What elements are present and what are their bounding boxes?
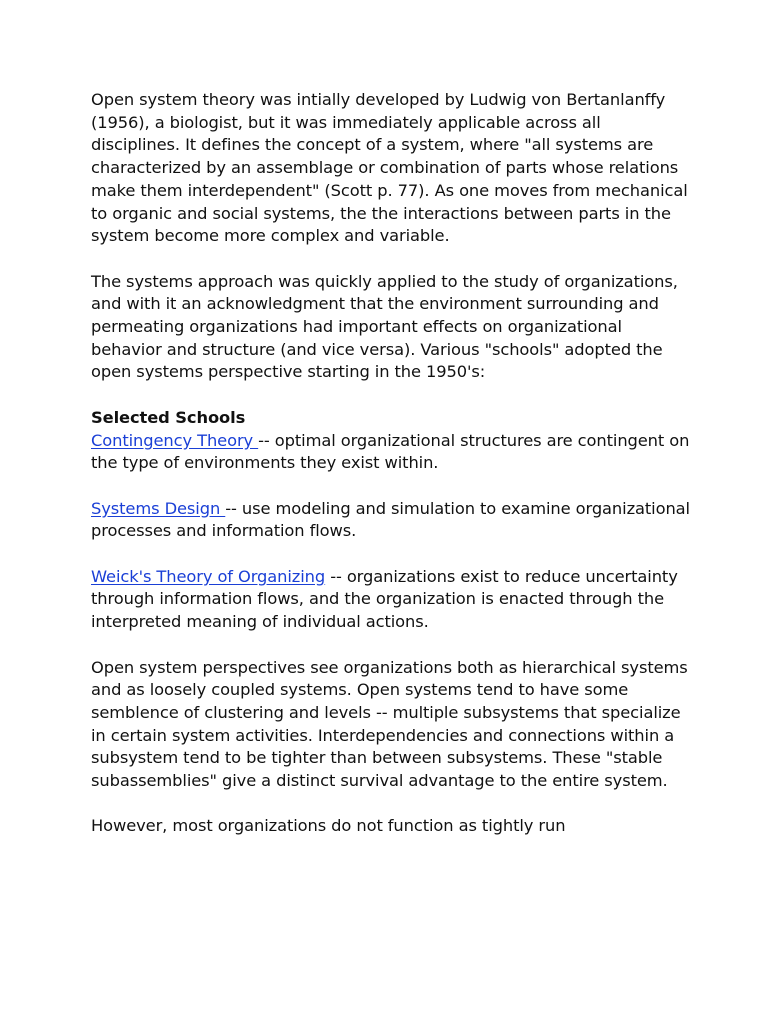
paragraph-spacer bbox=[91, 384, 691, 407]
school-entry-weick bbox=[91, 566, 691, 634]
systems-design-link[interactable]: Systems Design bbox=[91, 498, 226, 518]
school-description: -- optimal organizational structures are contingent on the type of environments they exist within. bbox=[91, 430, 690, 473]
intro-paragraph: Open system theory was intially developed by Ludwig von Bertanlanffy (1956), a biologist, but it was immediately applicable across all disciplines. It defines the concept of a system, where "all systems are characterized by an assemblage or combination of parts whose relations make them interdependent" (Scott p. 77). As one moves from mechanical to organic and social systems, the the interactions between parts in the system become more complex and variable. bbox=[91, 90, 688, 246]
however-paragraph: However, most organizations do not function as tightly run bbox=[91, 816, 566, 836]
open-system-perspectives-paragraph: Open system perspectives see organizations both as hierarchical systems and as loosely coupled systems. Open systems tend to have some semblence of clustering and levels -- multiple subsystems that specialize in certain system activities. Interdependencies and connections within a subsystem tend to be tighter than between subsystems. These "stable subassemblies" give a distinct survival advantage to the entire system. bbox=[91, 657, 688, 791]
paragraph-spacer bbox=[91, 248, 691, 271]
school-entry-systems-design bbox=[91, 498, 691, 543]
weick-theory-link[interactable]: Weick's Theory of Organizing bbox=[91, 566, 326, 586]
paragraph-spacer bbox=[91, 793, 691, 816]
document-body bbox=[91, 89, 691, 838]
contingency-theory-link[interactable]: Contingency Theory bbox=[91, 430, 259, 450]
school-description: -- organizations exist to reduce uncertainty through information flows, and the organization is enacted through the interpreted meaning of individual actions. bbox=[91, 566, 678, 632]
schools-heading: Selected Schools bbox=[91, 407, 246, 427]
paragraph-spacer bbox=[91, 543, 691, 566]
paragraph-spacer bbox=[91, 475, 691, 498]
systems-approach-paragraph: The systems approach was quickly applied to the study of organizations, and with it an acknowledgment that the environment surrounding and permeating organizations had important effects on organizational behavior and structure (and vice versa). Various "schools" adopted the open systems perspective starting in the 1950's: bbox=[91, 271, 678, 382]
paragraph-spacer bbox=[91, 634, 691, 657]
school-entry-contingency bbox=[91, 430, 691, 475]
school-description: -- use modeling and simulation to examine organizational processes and information flows. bbox=[91, 498, 690, 541]
